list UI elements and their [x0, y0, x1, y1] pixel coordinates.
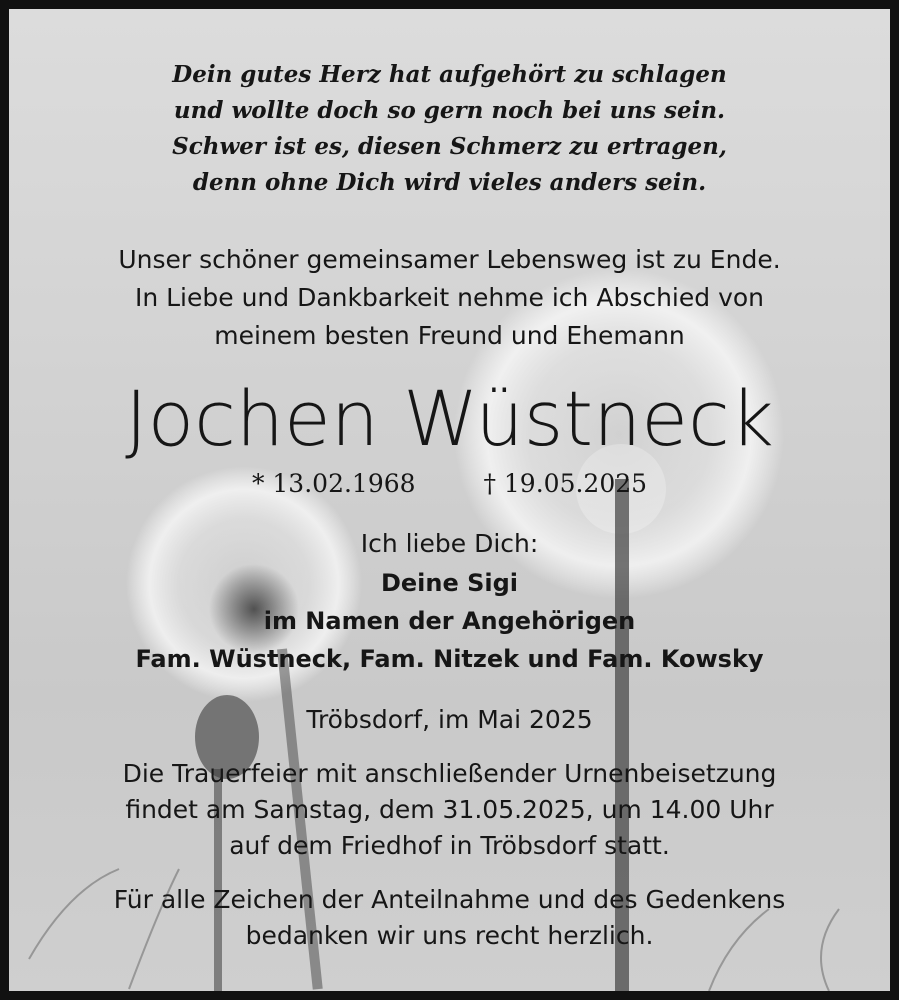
intro-line: Unser schöner gemeinsamer Lebensweg ist zu Ende. [118, 245, 781, 274]
ceremony-line: auf dem Friedhof in Tröbsdorf statt. [229, 831, 670, 860]
life-dates [9, 469, 890, 498]
deceased-name: Jochen Wüstneck [125, 374, 774, 463]
poem-line: und wollte doch so gern noch bei uns sein. [173, 97, 726, 124]
place-date: Tröbsdorf, im Mai 2025 [306, 705, 593, 734]
poem-line: denn ohne Dich wird vieles anders sein. [192, 169, 707, 196]
birth-date: * 13.02.1968 [251, 469, 416, 498]
poem-line: Dein gutes Herz hat aufgehört zu schlagen [172, 61, 727, 88]
mourner-line: im Namen der Angehörigen [263, 607, 636, 635]
intro-line: In Liebe und Dankbarkeit nehme ich Abschied von [134, 283, 765, 312]
mourners-intro: Ich liebe Dich: [360, 529, 539, 558]
ceremony-line: Die Trauerfeier mit anschließender Urnenbeisetzung [122, 759, 777, 788]
intro-line: meinem besten Freund und Ehemann [214, 321, 685, 350]
death-date: † 19.05.2025 [483, 469, 648, 498]
ceremony-line: findet am Samstag, dem 31.05.2025, um 14.00 Uhr [125, 795, 774, 824]
poem-line: Schwer ist es, diesen Schmerz zu ertragen, [172, 133, 727, 160]
mourner-line: Fam. Wüstneck, Fam. Nitzek und Fam. Kowsky [135, 645, 764, 673]
thanks-line: bedanken wir uns recht herzlich. [245, 921, 654, 950]
thanks-line: Für alle Zeichen der Anteilnahme und des Gedenkens [113, 885, 786, 914]
mourner-line: Deine Sigi [380, 569, 519, 597]
